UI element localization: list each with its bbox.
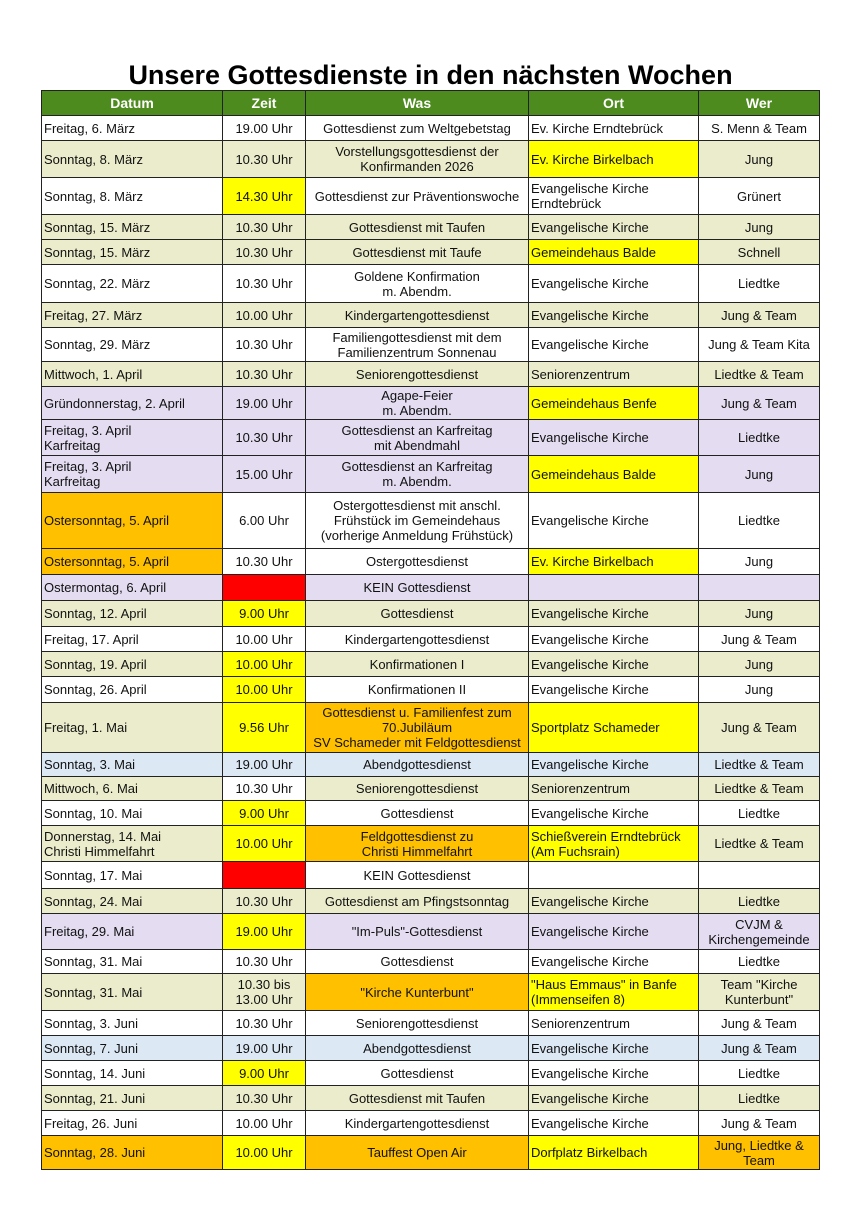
cell-was: Ostergottesdienst <box>306 549 529 575</box>
cell-datum: Freitag, 27. März <box>42 303 223 328</box>
cell-zeit: 10.30 Uhr <box>223 240 306 265</box>
cell-ort: Evangelische Kirche <box>529 1111 699 1136</box>
cell-wer: Jung <box>699 677 820 703</box>
cell-zeit: 10.30 Uhr <box>223 420 306 456</box>
cell-datum: Freitag, 6. März <box>42 116 223 141</box>
cell-wer: Liedtke <box>699 889 820 914</box>
cell-wer: Jung <box>699 601 820 627</box>
table-row <box>42 420 820 456</box>
cell-ort: Evangelische Kirche <box>529 1036 699 1061</box>
table-row <box>42 777 820 801</box>
cell-zeit: 9.00 Uhr <box>223 801 306 826</box>
cell-wer: Jung & Team <box>699 627 820 652</box>
table-row <box>42 889 820 914</box>
cell-ort: Evangelische Kirche <box>529 753 699 777</box>
table-row <box>42 1036 820 1061</box>
cell-zeit: 9.00 Uhr <box>223 1061 306 1086</box>
cell-ort: Evangelische Kirche <box>529 677 699 703</box>
cell-wer: Liedtke <box>699 801 820 826</box>
cell-ort: Sportplatz Schameder <box>529 703 699 753</box>
table-row <box>42 240 820 265</box>
cell-ort: Ev. Kirche Birkelbach <box>529 549 699 575</box>
cell-zeit: 14.30 Uhr <box>223 178 306 215</box>
cell-wer: Grünert <box>699 178 820 215</box>
cell-was: Gottesdienst zum Weltgebetstag <box>306 116 529 141</box>
cell-datum: Sonntag, 8. März <box>42 178 223 215</box>
table-row <box>42 950 820 974</box>
cell-wer: Jung, Liedtke & Team <box>699 1136 820 1170</box>
table-row <box>42 703 820 753</box>
cell-was: Gottesdienst an Karfreitag m. Abendm. <box>306 456 529 493</box>
cell-ort: Seniorenzentrum <box>529 362 699 387</box>
cell-wer: Schnell <box>699 240 820 265</box>
cell-datum: Freitag, 26. Juni <box>42 1111 223 1136</box>
cell-zeit: 10.30 Uhr <box>223 1086 306 1111</box>
cell-wer: Jung & Team Kita <box>699 328 820 362</box>
table-row <box>42 549 820 575</box>
cell-datum: Sonntag, 31. Mai <box>42 950 223 974</box>
cell-was: KEIN Gottesdienst <box>306 575 529 601</box>
cell-datum: Donnerstag, 14. Mai Christi Himmelfahrt <box>42 826 223 862</box>
cell-ort: Evangelische Kirche <box>529 801 699 826</box>
cell-ort: "Haus Emmaus" in Banfe (Immenseifen 8) <box>529 974 699 1011</box>
cell-was: Kindergartengottesdienst <box>306 627 529 652</box>
cell-wer: Jung & Team <box>699 1036 820 1061</box>
cell-zeit: 10.00 Uhr <box>223 826 306 862</box>
cell-was: Gottesdienst u. Familienfest zum 70.Jubiläum SV Schameder mit Feldgottesdienst <box>306 703 529 753</box>
cell-zeit: 10.00 Uhr <box>223 1136 306 1170</box>
cell-wer: Liedtke <box>699 1086 820 1111</box>
cell-zeit: 10.00 Uhr <box>223 627 306 652</box>
table-row <box>42 362 820 387</box>
cell-ort <box>529 575 699 601</box>
cell-datum: Sonntag, 14. Juni <box>42 1061 223 1086</box>
cell-wer: Jung <box>699 652 820 677</box>
cell-was: Gottesdienst an Karfreitag mit Abendmahl <box>306 420 529 456</box>
cell-ort: Evangelische Kirche <box>529 652 699 677</box>
cell-was: Gottesdienst zur Präventionswoche <box>306 178 529 215</box>
cell-datum: Freitag, 17. April <box>42 627 223 652</box>
table-row <box>42 974 820 1011</box>
table-row <box>42 1136 820 1170</box>
cell-ort: Dorfplatz Birkelbach <box>529 1136 699 1170</box>
cell-wer: Jung & Team <box>699 303 820 328</box>
cell-zeit: 9.00 Uhr <box>223 601 306 627</box>
cell-datum: Mittwoch, 6. Mai <box>42 777 223 801</box>
column-header-was: Was <box>306 91 529 116</box>
cell-zeit: 19.00 Uhr <box>223 1036 306 1061</box>
cell-zeit: 10.00 Uhr <box>223 677 306 703</box>
cell-wer: Liedtke & Team <box>699 777 820 801</box>
cell-ort: Evangelische Kirche <box>529 914 699 950</box>
cell-datum: Freitag, 3. April Karfreitag <box>42 420 223 456</box>
cell-datum: Freitag, 3. April Karfreitag <box>42 456 223 493</box>
cell-zeit: 10.00 Uhr <box>223 652 306 677</box>
cell-ort: Evangelische Kirche <box>529 303 699 328</box>
table-row <box>42 116 820 141</box>
table-row <box>42 575 820 601</box>
cell-wer: Liedtke & Team <box>699 826 820 862</box>
cell-was: Abendgottesdienst <box>306 1036 529 1061</box>
cell-was: Konfirmationen I <box>306 652 529 677</box>
cell-zeit: 19.00 Uhr <box>223 914 306 950</box>
cell-was: Goldene Konfirmation m. Abendm. <box>306 265 529 303</box>
cell-was: Seniorengottesdienst <box>306 1011 529 1036</box>
table-row <box>42 801 820 826</box>
table-row <box>42 456 820 493</box>
cell-zeit: 10.30 Uhr <box>223 889 306 914</box>
table-row <box>42 914 820 950</box>
cell-wer: Jung & Team <box>699 1011 820 1036</box>
cell-ort: Evangelische Kirche <box>529 215 699 240</box>
cell-datum: Sonntag, 3. Juni <box>42 1011 223 1036</box>
cell-was: Tauffest Open Air <box>306 1136 529 1170</box>
cell-wer: Jung & Team <box>699 387 820 420</box>
cell-zeit <box>223 575 306 601</box>
cell-zeit <box>223 862 306 889</box>
cell-wer: Liedtke & Team <box>699 753 820 777</box>
table-row <box>42 328 820 362</box>
cell-ort: Gemeindehaus Balde <box>529 240 699 265</box>
cell-was: Gottesdienst <box>306 950 529 974</box>
column-header-datum: Datum <box>42 91 223 116</box>
cell-wer: Jung <box>699 141 820 178</box>
table-row <box>42 826 820 862</box>
cell-wer <box>699 862 820 889</box>
cell-datum: Sonntag, 3. Mai <box>42 753 223 777</box>
table-row <box>42 1086 820 1111</box>
cell-ort: Evangelische Kirche Erndtebrück <box>529 178 699 215</box>
cell-was: Feldgottesdienst zu Christi Himmelfahrt <box>306 826 529 862</box>
cell-was: Gottesdienst mit Taufen <box>306 215 529 240</box>
cell-wer: S. Menn & Team <box>699 116 820 141</box>
cell-datum: Sonntag, 10. Mai <box>42 801 223 826</box>
table-row <box>42 677 820 703</box>
cell-ort: Evangelische Kirche <box>529 627 699 652</box>
cell-ort: Gemeindehaus Balde <box>529 456 699 493</box>
cell-was: Agape-Feier m. Abendm. <box>306 387 529 420</box>
cell-ort: Evangelische Kirche <box>529 601 699 627</box>
cell-was: Konfirmationen II <box>306 677 529 703</box>
cell-wer: Liedtke <box>699 1061 820 1086</box>
column-header-zeit: Zeit <box>223 91 306 116</box>
table-row <box>42 493 820 549</box>
cell-zeit: 10.00 Uhr <box>223 1111 306 1136</box>
cell-datum: Sonntag, 29. März <box>42 328 223 362</box>
cell-was: Gottesdienst <box>306 1061 529 1086</box>
cell-wer: Liedtke <box>699 950 820 974</box>
cell-datum: Sonntag, 21. Juni <box>42 1086 223 1111</box>
cell-datum: Ostersonntag, 5. April <box>42 549 223 575</box>
table-row <box>42 215 820 240</box>
cell-wer: Jung <box>699 456 820 493</box>
cell-wer: Jung & Team <box>699 1111 820 1136</box>
cell-zeit: 10.00 Uhr <box>223 303 306 328</box>
cell-ort: Ev. Kirche Erndtebrück <box>529 116 699 141</box>
cell-wer: Jung <box>699 549 820 575</box>
table-row <box>42 862 820 889</box>
cell-zeit: 10.30 Uhr <box>223 1011 306 1036</box>
cell-ort: Evangelische Kirche <box>529 265 699 303</box>
table-row <box>42 303 820 328</box>
cell-zeit: 10.30 Uhr <box>223 549 306 575</box>
cell-wer <box>699 575 820 601</box>
cell-was: KEIN Gottesdienst <box>306 862 529 889</box>
cell-ort: Evangelische Kirche <box>529 950 699 974</box>
cell-ort: Evangelische Kirche <box>529 420 699 456</box>
table-row <box>42 1011 820 1036</box>
cell-ort: Evangelische Kirche <box>529 1086 699 1111</box>
cell-zeit: 19.00 Uhr <box>223 116 306 141</box>
cell-datum: Ostersonntag, 5. April <box>42 493 223 549</box>
table-row <box>42 753 820 777</box>
cell-zeit: 19.00 Uhr <box>223 387 306 420</box>
cell-was: Kindergartengottesdienst <box>306 303 529 328</box>
cell-was: Seniorengottesdienst <box>306 777 529 801</box>
cell-datum: Sonntag, 17. Mai <box>42 862 223 889</box>
cell-datum: Sonntag, 8. März <box>42 141 223 178</box>
cell-ort: Ev. Kirche Birkelbach <box>529 141 699 178</box>
cell-was: Gottesdienst <box>306 601 529 627</box>
column-header-wer: Wer <box>699 91 820 116</box>
cell-was: Seniorengottesdienst <box>306 362 529 387</box>
cell-wer: CVJM & Kirchengemeinde <box>699 914 820 950</box>
cell-zeit: 10.30 Uhr <box>223 777 306 801</box>
cell-zeit: 6.00 Uhr <box>223 493 306 549</box>
cell-wer: Liedtke <box>699 493 820 549</box>
cell-was: Gottesdienst am Pfingstsonntag <box>306 889 529 914</box>
cell-ort: Evangelische Kirche <box>529 1061 699 1086</box>
cell-ort: Seniorenzentrum <box>529 777 699 801</box>
cell-was: "Im-Puls"-Gottesdienst <box>306 914 529 950</box>
table-row <box>42 178 820 215</box>
cell-datum: Freitag, 29. Mai <box>42 914 223 950</box>
cell-was: "Kirche Kunterbunt" <box>306 974 529 1011</box>
cell-datum: Sonntag, 26. April <box>42 677 223 703</box>
cell-datum: Sonntag, 24. Mai <box>42 889 223 914</box>
cell-datum: Ostermontag, 6. April <box>42 575 223 601</box>
table-row <box>42 387 820 420</box>
cell-ort: Evangelische Kirche <box>529 328 699 362</box>
cell-was: Gottesdienst mit Taufe <box>306 240 529 265</box>
table-row <box>42 265 820 303</box>
cell-zeit: 19.00 Uhr <box>223 753 306 777</box>
cell-datum: Mittwoch, 1. April <box>42 362 223 387</box>
cell-zeit: 10.30 Uhr <box>223 141 306 178</box>
header-row <box>42 91 820 116</box>
cell-datum: Sonntag, 31. Mai <box>42 974 223 1011</box>
cell-ort: Gemeindehaus Benfe <box>529 387 699 420</box>
cell-zeit: 10.30 Uhr <box>223 362 306 387</box>
cell-was: Kindergartengottesdienst <box>306 1111 529 1136</box>
cell-datum: Sonntag, 22. März <box>42 265 223 303</box>
cell-was: Ostergottesdienst mit anschl. Frühstück im Gemeindehaus (vorherige Anmeldung Frühstück) <box>306 493 529 549</box>
cell-zeit: 9.56 Uhr <box>223 703 306 753</box>
column-header-ort: Ort <box>529 91 699 116</box>
table-row <box>42 141 820 178</box>
cell-wer: Liedtke <box>699 420 820 456</box>
cell-datum: Sonntag, 15. März <box>42 215 223 240</box>
cell-datum: Sonntag, 12. April <box>42 601 223 627</box>
cell-ort <box>529 862 699 889</box>
cell-wer: Jung & Team <box>699 703 820 753</box>
cell-ort: Seniorenzentrum <box>529 1011 699 1036</box>
cell-was: Vorstellungsgottesdienst der Konfirmanden 2026 <box>306 141 529 178</box>
cell-was: Familiengottesdienst mit dem Familienzentrum Sonnenau <box>306 328 529 362</box>
schedule-table <box>41 90 820 1170</box>
cell-wer: Liedtke & Team <box>699 362 820 387</box>
table-row <box>42 601 820 627</box>
cell-datum: Gründonnerstag, 2. April <box>42 387 223 420</box>
cell-zeit: 15.00 Uhr <box>223 456 306 493</box>
cell-wer: Jung <box>699 215 820 240</box>
table-row <box>42 652 820 677</box>
cell-datum: Sonntag, 7. Juni <box>42 1036 223 1061</box>
cell-datum: Sonntag, 19. April <box>42 652 223 677</box>
cell-ort: Evangelische Kirche <box>529 889 699 914</box>
table-row <box>42 1061 820 1086</box>
cell-was: Abendgottesdienst <box>306 753 529 777</box>
cell-ort: Evangelische Kirche <box>529 493 699 549</box>
page-title: Unsere Gottesdienste in den nächsten Wochen <box>128 60 733 90</box>
cell-zeit: 10.30 Uhr <box>223 950 306 974</box>
cell-wer: Team "Kirche Kunterbunt" <box>699 974 820 1011</box>
cell-wer: Liedtke <box>699 265 820 303</box>
cell-datum: Sonntag, 28. Juni <box>42 1136 223 1170</box>
cell-zeit: 10.30 Uhr <box>223 265 306 303</box>
cell-zeit: 10.30 Uhr <box>223 328 306 362</box>
cell-zeit: 10.30 bis 13.00 Uhr <box>223 974 306 1011</box>
cell-was: Gottesdienst <box>306 801 529 826</box>
cell-ort: Schießverein Erndtebrück (Am Fuchsrain) <box>529 826 699 862</box>
cell-was: Gottesdienst mit Taufen <box>306 1086 529 1111</box>
table-row <box>42 627 820 652</box>
schedule-body <box>42 116 820 1170</box>
cell-datum: Sonntag, 15. März <box>42 240 223 265</box>
cell-datum: Freitag, 1. Mai <box>42 703 223 753</box>
cell-zeit: 10.30 Uhr <box>223 215 306 240</box>
table-row <box>42 1111 820 1136</box>
